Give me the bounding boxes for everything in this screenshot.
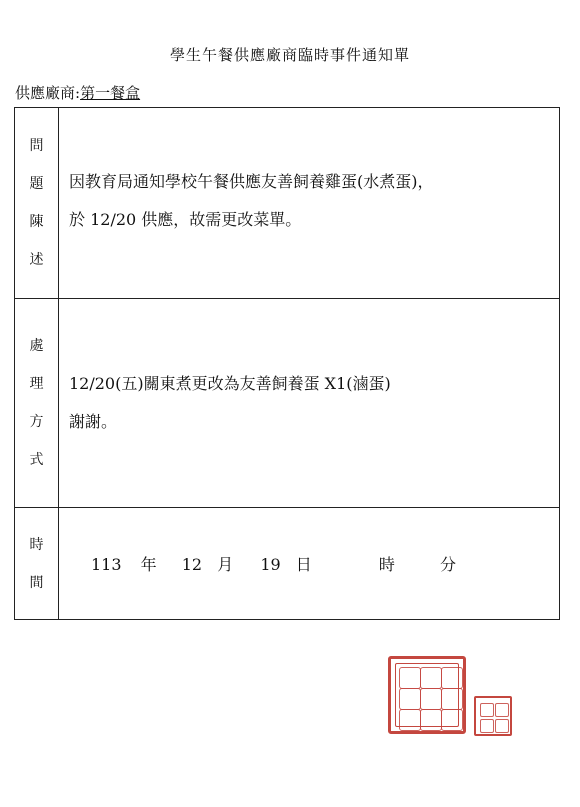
problem-content	[59, 108, 560, 299]
time-year-unit: 年	[140, 555, 157, 574]
problem-label: 問 題 陳 述	[15, 108, 59, 299]
vendor-label: 供應廠商:	[15, 84, 81, 102]
vendor-line	[15, 82, 140, 103]
problem-row	[15, 108, 560, 299]
seal-stamps	[388, 656, 518, 742]
time-day-unit: 日	[295, 555, 312, 574]
official-seal-icon	[388, 656, 466, 734]
personal-seal-icon	[474, 696, 512, 736]
time-month: 12	[181, 555, 203, 574]
time-row	[15, 508, 560, 620]
time-day: 19	[260, 555, 281, 574]
handling-line-2: 謝謝。	[69, 412, 118, 431]
handling-line-1: 12/20(五)關東煮更改為友善飼養蛋 X1(滷蛋)	[69, 374, 391, 393]
time-month-unit: 月	[217, 555, 234, 574]
time-content	[59, 508, 560, 620]
time-hour-unit: 時	[378, 555, 395, 574]
problem-line-2: 於 12/20 供應，故需更改菜單。	[69, 210, 302, 229]
handling-row	[15, 299, 560, 508]
time-label: 時 間	[15, 508, 59, 620]
time-year: 113	[91, 555, 122, 574]
notice-form-table	[14, 107, 560, 620]
problem-line-1: 因教育局通知學校午餐供應友善飼養雞蛋(水煮蛋)，	[69, 172, 434, 191]
document-title: 學生午餐供應廠商臨時事件通知單	[169, 46, 410, 64]
handling-content	[59, 299, 560, 508]
time-minute-unit: 分	[439, 555, 456, 574]
vendor-name: 第一餐盒	[80, 84, 141, 102]
handling-label: 處 理 方 式	[15, 299, 59, 508]
